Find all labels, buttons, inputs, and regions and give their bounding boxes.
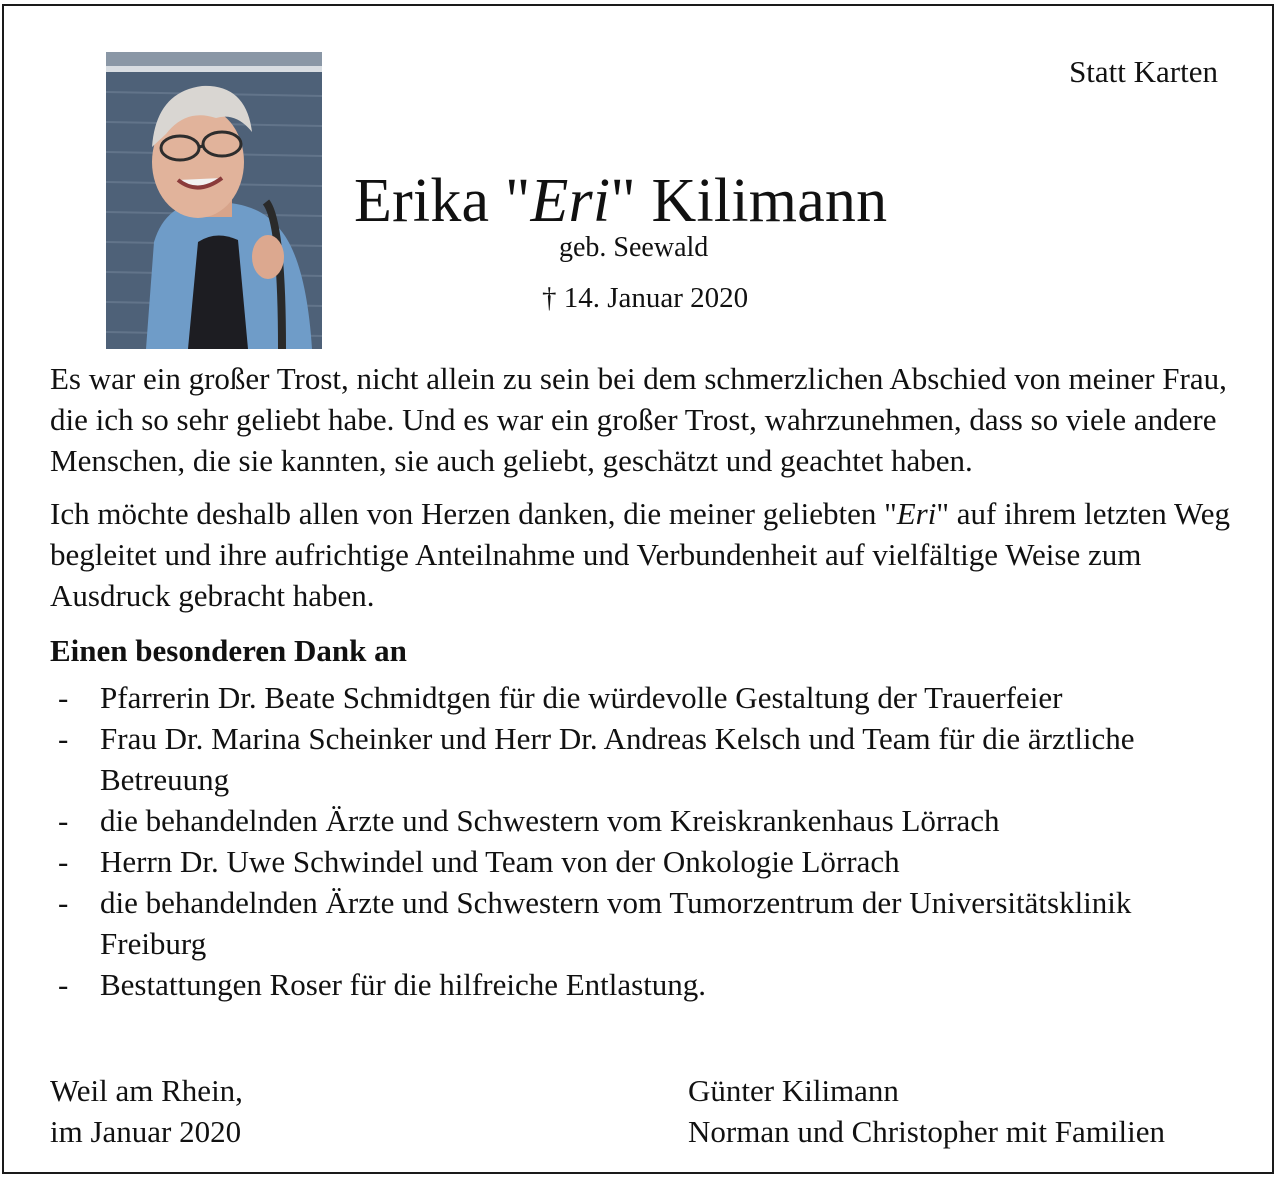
list-dash: - <box>58 885 69 920</box>
portrait-photo <box>106 52 322 349</box>
list-item <box>50 882 1240 964</box>
paragraph-dank-nickname: Eri <box>896 496 937 531</box>
list-item-text: die behandelnden Ärzte und Schwestern vom Tumorzentrum der Universitätsklinik Freiburg <box>100 885 1132 961</box>
thanks-list <box>50 677 1240 1005</box>
paragraph-trost: Es war ein großer Trost, nicht allein zu sein bei dem schmerzlichen Abschied von meiner Frau, die ich so sehr geliebt habe. Und es war ein großer Trost, wahrzunehmen, dass so viele andere Menschen, die sie kannten, sie auch geliebt, geschätzt und geachtet haben. <box>50 361 1227 478</box>
list-item-text: Pfarrerin Dr. Beate Schmidtgen für die würdevolle Gestaltung der Trauerfeier <box>100 680 1063 715</box>
statt-karten-label: Statt Karten <box>1069 54 1218 89</box>
list-item <box>50 800 1240 841</box>
name-nickname: Eri <box>530 167 611 235</box>
paragraph-dank-end: " auf ihrem letzten Weg begleitet und ihre aufrichtige Anteilnahme und Verbundenheit auf vielfältige Weise zum Ausdruck gebracht haben. <box>50 496 1230 613</box>
signer-family: Norman und Christopher mit Familien <box>688 1114 1166 1149</box>
list-dash: - <box>58 680 69 715</box>
paragraph-dank <box>50 493 1240 616</box>
list-item-text: Frau Dr. Marina Scheinker und Herr Dr. Andreas Kelsch und Team für die ärztliche Betreuung <box>100 721 1135 797</box>
obituary-notice <box>2 4 1274 1174</box>
list-item <box>50 964 1240 1005</box>
date: im Januar 2020 <box>50 1114 242 1149</box>
list-item-text: Herrn Dr. Uwe Schwindel und Team von der Onkologie Lörrach <box>100 844 900 879</box>
list-dash: - <box>58 844 69 879</box>
list-item-text: Bestattungen Roser für die hilfreiche Entlastung. <box>100 967 707 1002</box>
list-item <box>50 718 1240 800</box>
list-item <box>50 677 1240 718</box>
name-first: Erika " <box>354 167 531 235</box>
signer-primary: Günter Kilimann <box>688 1073 899 1108</box>
thanks-heading: Einen besonderen Dank an <box>50 633 407 668</box>
paragraph-dank-start: Ich möchte deshalb allen von Herzen danken, die meiner geliebten " <box>50 496 897 531</box>
list-dash: - <box>58 967 69 1002</box>
list-item <box>50 841 1240 882</box>
signatories <box>688 1070 1165 1152</box>
maiden-name: geb. Seewald <box>559 232 709 263</box>
list-dash: - <box>58 721 69 756</box>
list-item-text: die behandelnden Ärzte und Schwestern vom Kreiskrankenhaus Lörrach <box>100 803 1000 838</box>
death-date: † 14. Januar 2020 <box>542 282 749 314</box>
name-last: " Kilimann <box>610 167 888 235</box>
notice-body <box>50 358 1240 1005</box>
place-and-date <box>50 1070 243 1152</box>
place: Weil am Rhein, <box>50 1073 243 1108</box>
list-dash: - <box>58 803 69 838</box>
deceased-name <box>354 166 887 237</box>
